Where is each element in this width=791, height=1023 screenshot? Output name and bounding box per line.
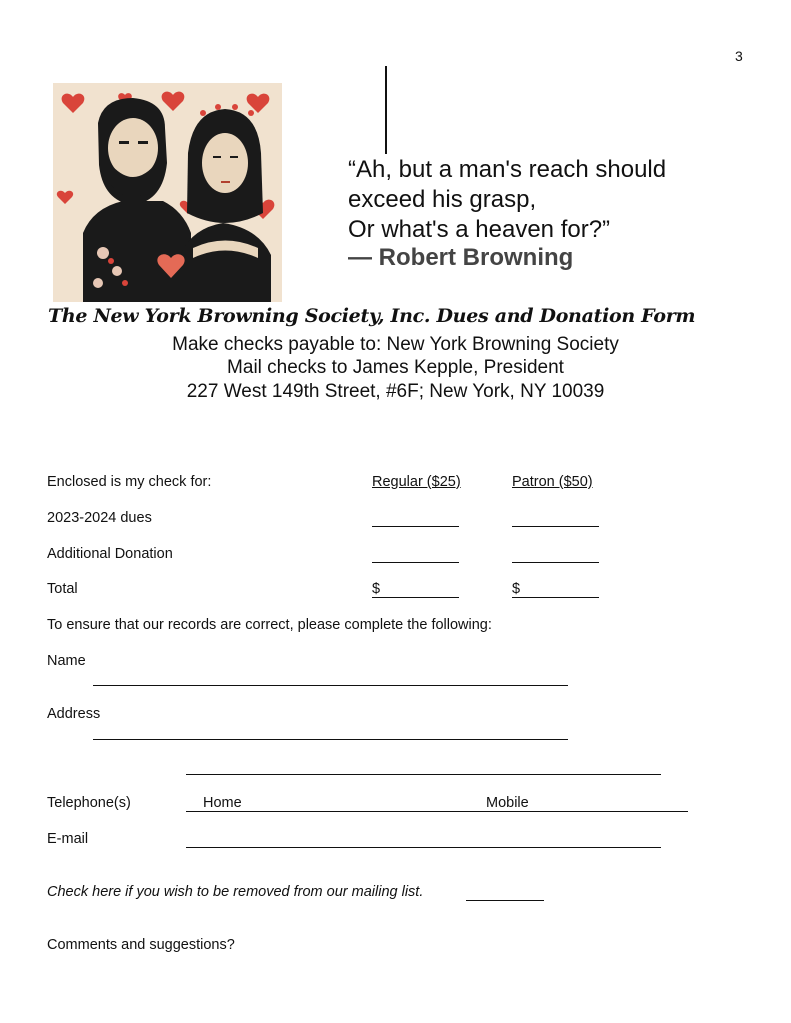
total-row-label: Total <box>47 581 78 597</box>
remove-from-mailing-list-check[interactable] <box>466 900 544 901</box>
telephone-field-line[interactable] <box>186 811 688 812</box>
patron-dues-blank[interactable] <box>512 526 599 527</box>
mailing-address-line: 227 West 149th Street, #6F; New York, NY 10039 <box>186 381 605 402</box>
regular-total-currency: $ <box>372 581 381 597</box>
email-label: E-mail <box>47 831 89 847</box>
quote-author: — Robert Browning <box>348 244 574 271</box>
regular-column-header: Regular ($25) <box>372 474 461 490</box>
donation-row-label: Additional Donation <box>47 546 173 562</box>
regular-total-blank[interactable] <box>372 597 459 598</box>
remove-from-mailing-list-label: Check here if you wish to be removed from our mailing list. <box>47 884 424 900</box>
records-instruction: To ensure that our records are correct, please complete the following: <box>47 617 492 633</box>
quote-text: “Ah, but a man's reach should exceed his grasp, Or what's a heaven for?” <box>348 156 667 243</box>
regular-dues-blank[interactable] <box>372 526 459 527</box>
patron-total-currency: $ <box>512 581 521 597</box>
dues-row-label: 2023-2024 dues <box>47 510 152 526</box>
patron-total-blank[interactable] <box>512 597 599 598</box>
telephone-label: Telephone(s) <box>47 795 131 811</box>
regular-donation-blank[interactable] <box>372 562 459 563</box>
name-label: Name <box>47 653 86 669</box>
page-number: 3 <box>735 48 743 64</box>
form-title: The New York Browning Society, Inc. Dues and Donation Form <box>48 305 696 327</box>
address-label: Address <box>47 706 101 722</box>
patron-column-header: Patron ($50) <box>512 474 593 490</box>
mail-to-line: Mail checks to James Kepple, President <box>227 357 564 378</box>
vertical-divider <box>385 66 387 154</box>
dues-intro-label: Enclosed is my check for: <box>47 474 212 490</box>
mobile-phone-label: Mobile <box>486 795 529 811</box>
address-field-line-1[interactable] <box>93 739 568 740</box>
address-field-line-2[interactable] <box>186 774 661 775</box>
checks-payable-line: Make checks payable to: New York Browning Society <box>172 334 619 355</box>
home-phone-label: Home <box>203 795 242 811</box>
email-field-line[interactable] <box>186 847 661 848</box>
patron-donation-blank[interactable] <box>512 562 599 563</box>
couple-woodcut-illustration <box>53 83 282 302</box>
comments-label: Comments and suggestions? <box>47 937 235 953</box>
name-field-line[interactable] <box>93 685 568 686</box>
